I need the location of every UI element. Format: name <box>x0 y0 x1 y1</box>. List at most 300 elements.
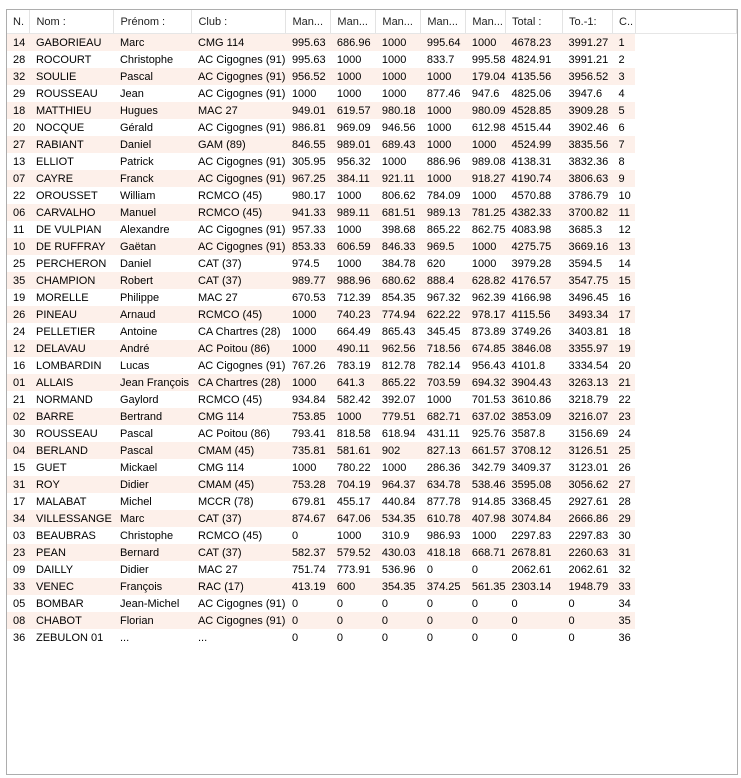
cell-prenom: Robert <box>114 272 192 289</box>
cell-total-minus-1: 3806.63 <box>563 170 613 187</box>
column-header-manche-3[interactable]: Man... <box>376 10 421 34</box>
cell-total: 3904.43 <box>506 374 563 391</box>
cell-manche-1: 846.55 <box>286 136 331 153</box>
cell-manche-3: 854.35 <box>376 289 421 306</box>
cell-nom: VILLESSANGE <box>30 510 114 527</box>
cell-manche-2: 704.19 <box>331 476 376 493</box>
table-row[interactable] <box>7 68 737 85</box>
cell-club: AC Cigognes (91) <box>192 85 286 102</box>
cell-total-minus-1: 3126.51 <box>563 442 613 459</box>
cell-total-minus-1: 3902.46 <box>563 119 613 136</box>
cell-nom: CAYRE <box>30 170 114 187</box>
column-header-total-minus-1[interactable]: To.-1: <box>563 10 613 34</box>
cell-nom: PINEAU <box>30 306 114 323</box>
cell-number: 25 <box>7 255 30 272</box>
cell-total-minus-1: 3991.27 <box>563 34 613 52</box>
cell-manche-3: 962.56 <box>376 340 421 357</box>
cell-classement: 5 <box>613 102 636 119</box>
cell-club: CMG 114 <box>192 408 286 425</box>
row-filler <box>635 51 736 68</box>
cell-manche-3: 806.62 <box>376 187 421 204</box>
cell-total: 3409.37 <box>506 459 563 476</box>
cell-manche-4: 986.93 <box>421 527 466 544</box>
cell-manche-1: 413.19 <box>286 578 331 595</box>
cell-manche-2: 988.96 <box>331 272 376 289</box>
cell-manche-4: 718.56 <box>421 340 466 357</box>
cell-prenom: Lucas <box>114 357 192 374</box>
cell-classement: 34 <box>613 595 636 612</box>
cell-manche-1: 0 <box>286 629 331 646</box>
cell-total-minus-1: 2927.61 <box>563 493 613 510</box>
cell-classement: 6 <box>613 119 636 136</box>
cell-total: 4166.98 <box>506 289 563 306</box>
cell-prenom: Manuel <box>114 204 192 221</box>
cell-manche-2: 956.32 <box>331 153 376 170</box>
table-row[interactable] <box>7 238 737 255</box>
row-filler <box>635 102 736 119</box>
table-row[interactable] <box>7 340 737 357</box>
cell-manche-4: 1000 <box>421 136 466 153</box>
cell-manche-3: 812.78 <box>376 357 421 374</box>
cell-total: 4190.74 <box>506 170 563 187</box>
cell-club: AC Cigognes (91) <box>192 51 286 68</box>
cell-manche-1: 986.81 <box>286 119 331 136</box>
cell-manche-3: 680.62 <box>376 272 421 289</box>
cell-manche-3: 0 <box>376 595 421 612</box>
cell-nom: ROCOURT <box>30 51 114 68</box>
column-header-club[interactable]: Club : <box>192 10 286 34</box>
cell-nom: PELLETIER <box>30 323 114 340</box>
cell-manche-4: 1000 <box>421 68 466 85</box>
cell-manche-1: 853.33 <box>286 238 331 255</box>
row-filler <box>635 510 736 527</box>
cell-nom: ELLIOT <box>30 153 114 170</box>
row-filler <box>635 578 736 595</box>
cell-number: 34 <box>7 510 30 527</box>
cell-total: 3749.26 <box>506 323 563 340</box>
cell-manche-3: 1000 <box>376 85 421 102</box>
cell-manche-4: 0 <box>421 595 466 612</box>
cell-number: 31 <box>7 476 30 493</box>
results-grid-panel[interactable] <box>6 9 738 775</box>
row-filler <box>635 238 736 255</box>
cell-manche-5: 918.27 <box>466 170 506 187</box>
cell-nom: CHAMPION <box>30 272 114 289</box>
cell-total: 3979.28 <box>506 255 563 272</box>
cell-manche-3: 1000 <box>376 153 421 170</box>
cell-club: RCMCO (45) <box>192 391 286 408</box>
cell-club: RCMCO (45) <box>192 187 286 204</box>
cell-manche-4: 345.45 <box>421 323 466 340</box>
cell-manche-3: 392.07 <box>376 391 421 408</box>
cell-nom: DE RUFFRAY <box>30 238 114 255</box>
cell-prenom: ... <box>114 629 192 646</box>
table-row[interactable] <box>7 85 737 102</box>
table-row[interactable] <box>7 272 737 289</box>
cell-classement: 16 <box>613 289 636 306</box>
cell-manche-5: 668.71 <box>466 544 506 561</box>
cell-classement: 8 <box>613 153 636 170</box>
cell-manche-2: 1000 <box>331 68 376 85</box>
cell-manche-1: 1000 <box>286 323 331 340</box>
cell-manche-5: 0 <box>466 612 506 629</box>
cell-prenom: Pascal <box>114 442 192 459</box>
row-filler <box>635 187 736 204</box>
results-table <box>7 10 737 646</box>
cell-manche-1: 941.33 <box>286 204 331 221</box>
table-row[interactable] <box>7 408 737 425</box>
cell-manche-2: 579.52 <box>331 544 376 561</box>
column-header-nom[interactable]: Nom : <box>30 10 114 34</box>
cell-manche-4: 886.96 <box>421 153 466 170</box>
cell-prenom: William <box>114 187 192 204</box>
cell-manche-1: 670.53 <box>286 289 331 306</box>
cell-nom: OROUSSET <box>30 187 114 204</box>
cell-manche-3: 774.94 <box>376 306 421 323</box>
cell-total: 4115.56 <box>506 306 563 323</box>
cell-manche-4: 622.22 <box>421 306 466 323</box>
cell-number: 22 <box>7 187 30 204</box>
cell-manche-5: 612.98 <box>466 119 506 136</box>
cell-manche-4: 703.59 <box>421 374 466 391</box>
cell-total: 3846.08 <box>506 340 563 357</box>
table-row[interactable] <box>7 561 737 578</box>
cell-manche-5: 1000 <box>466 527 506 544</box>
table-row[interactable] <box>7 136 737 153</box>
cell-manche-3: 1000 <box>376 68 421 85</box>
cell-manche-2: 647.06 <box>331 510 376 527</box>
cell-prenom: Christophe <box>114 527 192 544</box>
cell-nom: BEAUBRAS <box>30 527 114 544</box>
cell-manche-5: 342.79 <box>466 459 506 476</box>
row-filler <box>635 289 736 306</box>
cell-number: 26 <box>7 306 30 323</box>
cell-manche-5: 0 <box>466 629 506 646</box>
cell-club: AC Cigognes (91) <box>192 238 286 255</box>
cell-club: AC Cigognes (91) <box>192 153 286 170</box>
row-filler <box>635 374 736 391</box>
table-row[interactable] <box>7 629 737 646</box>
cell-prenom: Pascal <box>114 68 192 85</box>
table-row[interactable] <box>7 391 737 408</box>
cell-total: 4825.06 <box>506 85 563 102</box>
table-row[interactable] <box>7 187 737 204</box>
table-row[interactable] <box>7 578 737 595</box>
cell-number: 14 <box>7 34 30 52</box>
cell-number: 24 <box>7 323 30 340</box>
cell-club: MAC 27 <box>192 289 286 306</box>
cell-manche-1: 995.63 <box>286 34 331 52</box>
cell-prenom: Bertrand <box>114 408 192 425</box>
cell-number: 01 <box>7 374 30 391</box>
cell-manche-1: 949.01 <box>286 102 331 119</box>
cell-manche-5: 980.09 <box>466 102 506 119</box>
cell-manche-2: 989.01 <box>331 136 376 153</box>
cell-classement: 25 <box>613 442 636 459</box>
cell-manche-4: 877.46 <box>421 85 466 102</box>
row-filler <box>635 119 736 136</box>
cell-total-minus-1: 2260.63 <box>563 544 613 561</box>
table-row[interactable] <box>7 476 737 493</box>
cell-classement: 33 <box>613 578 636 595</box>
cell-nom: MORELLE <box>30 289 114 306</box>
cell-prenom: Franck <box>114 170 192 187</box>
cell-classement: 31 <box>613 544 636 561</box>
column-header-manche-4[interactable]: Man... <box>421 10 466 34</box>
cell-number: 29 <box>7 85 30 102</box>
cell-total-minus-1: 1948.79 <box>563 578 613 595</box>
table-row[interactable] <box>7 357 737 374</box>
table-row[interactable] <box>7 442 737 459</box>
cell-classement: 17 <box>613 306 636 323</box>
table-row[interactable] <box>7 102 737 119</box>
cell-club: CMAM (45) <box>192 476 286 493</box>
cell-number: 33 <box>7 578 30 595</box>
cell-total: 3610.86 <box>506 391 563 408</box>
table-row[interactable] <box>7 323 737 340</box>
table-row[interactable] <box>7 255 737 272</box>
row-filler <box>635 442 736 459</box>
table-row[interactable] <box>7 119 737 136</box>
cell-nom: BARRE <box>30 408 114 425</box>
cell-manche-3: 310.9 <box>376 527 421 544</box>
cell-total-minus-1: 3669.16 <box>563 238 613 255</box>
cell-classement: 2 <box>613 51 636 68</box>
cell-manche-1: 793.41 <box>286 425 331 442</box>
cell-manche-3: 0 <box>376 629 421 646</box>
cell-manche-3: 398.68 <box>376 221 421 238</box>
cell-manche-5: 1000 <box>466 136 506 153</box>
cell-manche-3: 902 <box>376 442 421 459</box>
cell-manche-4: 610.78 <box>421 510 466 527</box>
cell-manche-2: 1000 <box>331 255 376 272</box>
cell-manche-2: 686.96 <box>331 34 376 52</box>
cell-total: 4515.44 <box>506 119 563 136</box>
cell-total: 0 <box>506 612 563 629</box>
table-row[interactable] <box>7 595 737 612</box>
cell-manche-1: 967.25 <box>286 170 331 187</box>
cell-prenom: Antoine <box>114 323 192 340</box>
cell-manche-4: 888.4 <box>421 272 466 289</box>
cell-classement: 21 <box>613 374 636 391</box>
cell-classement: 4 <box>613 85 636 102</box>
row-filler <box>635 272 736 289</box>
cell-classement: 11 <box>613 204 636 221</box>
cell-manche-3: 846.33 <box>376 238 421 255</box>
table-row[interactable] <box>7 51 737 68</box>
cell-number: 19 <box>7 289 30 306</box>
cell-manche-3: 536.96 <box>376 561 421 578</box>
cell-nom: MALABAT <box>30 493 114 510</box>
cell-manche-4: 682.71 <box>421 408 466 425</box>
table-row[interactable] <box>7 289 737 306</box>
cell-manche-4: 0 <box>421 561 466 578</box>
cell-manche-1: 679.81 <box>286 493 331 510</box>
cell-number: 36 <box>7 629 30 646</box>
column-header-manche-2[interactable]: Man... <box>331 10 376 34</box>
cell-manche-2: 0 <box>331 629 376 646</box>
cell-manche-1: 582.37 <box>286 544 331 561</box>
cell-manche-4: 995.64 <box>421 34 466 52</box>
cell-classement: 27 <box>613 476 636 493</box>
cell-manche-2: 740.23 <box>331 306 376 323</box>
column-header-classement[interactable]: C.. <box>613 10 636 34</box>
table-row[interactable] <box>7 34 737 52</box>
cell-total-minus-1: 3832.36 <box>563 153 613 170</box>
table-row[interactable] <box>7 204 737 221</box>
cell-club: CMG 114 <box>192 34 286 52</box>
cell-prenom: Hugues <box>114 102 192 119</box>
cell-prenom: François <box>114 578 192 595</box>
row-filler <box>635 204 736 221</box>
cell-total-minus-1: 2666.86 <box>563 510 613 527</box>
row-filler <box>635 408 736 425</box>
table-row[interactable] <box>7 493 737 510</box>
cell-manche-1: 753.85 <box>286 408 331 425</box>
cell-manche-5: 962.39 <box>466 289 506 306</box>
cell-manche-5: 956.43 <box>466 357 506 374</box>
cell-total: 4528.85 <box>506 102 563 119</box>
cell-total: 4824.91 <box>506 51 563 68</box>
cell-manche-4: 634.78 <box>421 476 466 493</box>
row-filler <box>635 221 736 238</box>
cell-manche-4: 286.36 <box>421 459 466 476</box>
cell-prenom: Gaylord <box>114 391 192 408</box>
cell-nom: DE VULPIAN <box>30 221 114 238</box>
cell-club: CA Chartres (28) <box>192 374 286 391</box>
cell-total-minus-1: 0 <box>563 629 613 646</box>
cell-total: 3595.08 <box>506 476 563 493</box>
cell-manche-1: 989.77 <box>286 272 331 289</box>
row-filler <box>635 425 736 442</box>
cell-classement: 19 <box>613 340 636 357</box>
cell-prenom: Christophe <box>114 51 192 68</box>
cell-manche-5: 701.53 <box>466 391 506 408</box>
table-row[interactable] <box>7 527 737 544</box>
table-row[interactable] <box>7 374 737 391</box>
cell-nom: ROY <box>30 476 114 493</box>
cell-total-minus-1: 0 <box>563 595 613 612</box>
cell-manche-4: 0 <box>421 612 466 629</box>
row-filler <box>635 68 736 85</box>
cell-manche-3: 384.78 <box>376 255 421 272</box>
column-header-prenom[interactable]: Prénom : <box>114 10 192 34</box>
cell-prenom: Jean François <box>114 374 192 391</box>
cell-number: 04 <box>7 442 30 459</box>
cell-number: 07 <box>7 170 30 187</box>
cell-total: 0 <box>506 595 563 612</box>
cell-manche-2: 1000 <box>331 85 376 102</box>
cell-number: 23 <box>7 544 30 561</box>
cell-manche-4: 782.14 <box>421 357 466 374</box>
cell-nom: NOCQUE <box>30 119 114 136</box>
table-row[interactable] <box>7 306 737 323</box>
cell-manche-3: 1000 <box>376 51 421 68</box>
table-row[interactable] <box>7 544 737 561</box>
cell-manche-2: 606.59 <box>331 238 376 255</box>
cell-total: 4570.88 <box>506 187 563 204</box>
cell-manche-5: 561.35 <box>466 578 506 595</box>
cell-manche-1: 974.5 <box>286 255 331 272</box>
cell-nom: ZEBULON 01 <box>30 629 114 646</box>
cell-classement: 20 <box>613 357 636 374</box>
cell-manche-5: 0 <box>466 595 506 612</box>
cell-club: AC Cigognes (91) <box>192 221 286 238</box>
table-row[interactable] <box>7 221 737 238</box>
row-filler <box>635 459 736 476</box>
cell-manche-4: 1000 <box>421 170 466 187</box>
cell-total-minus-1: 3947.6 <box>563 85 613 102</box>
cell-manche-1: 1000 <box>286 459 331 476</box>
cell-manche-5: 628.82 <box>466 272 506 289</box>
cell-manche-3: 1000 <box>376 459 421 476</box>
cell-manche-3: 1000 <box>376 34 421 52</box>
cell-manche-5: 1000 <box>466 187 506 204</box>
row-filler <box>635 136 736 153</box>
cell-manche-1: 1000 <box>286 340 331 357</box>
cell-total-minus-1: 3700.82 <box>563 204 613 221</box>
table-row[interactable] <box>7 170 737 187</box>
cell-nom: GUET <box>30 459 114 476</box>
cell-club: MAC 27 <box>192 102 286 119</box>
cell-total-minus-1: 3334.54 <box>563 357 613 374</box>
cell-manche-4: 418.18 <box>421 544 466 561</box>
cell-manche-1: 1000 <box>286 306 331 323</box>
cell-prenom: Mickael <box>114 459 192 476</box>
cell-nom: DELAVAU <box>30 340 114 357</box>
column-header-manche-5[interactable]: Man... <box>466 10 506 34</box>
cell-prenom: Didier <box>114 476 192 493</box>
cell-manche-3: 964.37 <box>376 476 421 493</box>
cell-total-minus-1: 2062.61 <box>563 561 613 578</box>
cell-number: 28 <box>7 51 30 68</box>
column-header-number[interactable]: N. <box>7 10 30 34</box>
cell-club: AC Cigognes (91) <box>192 357 286 374</box>
table-row[interactable] <box>7 425 737 442</box>
cell-total: 3587.8 <box>506 425 563 442</box>
cell-manche-3: 689.43 <box>376 136 421 153</box>
cell-nom: ALLAIS <box>30 374 114 391</box>
cell-manche-3: 0 <box>376 612 421 629</box>
cell-manche-3: 354.35 <box>376 578 421 595</box>
cell-total-minus-1: 3218.79 <box>563 391 613 408</box>
column-header-manche-1[interactable]: Man... <box>286 10 331 34</box>
cell-manche-2: 1000 <box>331 527 376 544</box>
cell-manche-4: 865.22 <box>421 221 466 238</box>
table-row[interactable] <box>7 510 737 527</box>
cell-total: 4524.99 <box>506 136 563 153</box>
table-row[interactable] <box>7 612 737 629</box>
table-row[interactable] <box>7 459 737 476</box>
cell-club: CMAM (45) <box>192 442 286 459</box>
cell-manche-5: 873.89 <box>466 323 506 340</box>
cell-manche-5: 989.08 <box>466 153 506 170</box>
cell-prenom: Marc <box>114 34 192 52</box>
cell-nom: PERCHERON <box>30 255 114 272</box>
cell-club: ... <box>192 629 286 646</box>
cell-manche-2: 773.91 <box>331 561 376 578</box>
cell-manche-2: 989.11 <box>331 204 376 221</box>
cell-club: AC Poitou (86) <box>192 425 286 442</box>
table-row[interactable] <box>7 153 737 170</box>
cell-nom: GABORIEAU <box>30 34 114 52</box>
row-filler <box>635 391 736 408</box>
cell-prenom: Gérald <box>114 119 192 136</box>
cell-manche-4: 877.78 <box>421 493 466 510</box>
cell-number: 16 <box>7 357 30 374</box>
column-header-total[interactable]: Total : <box>506 10 563 34</box>
cell-total: 2297.83 <box>506 527 563 544</box>
